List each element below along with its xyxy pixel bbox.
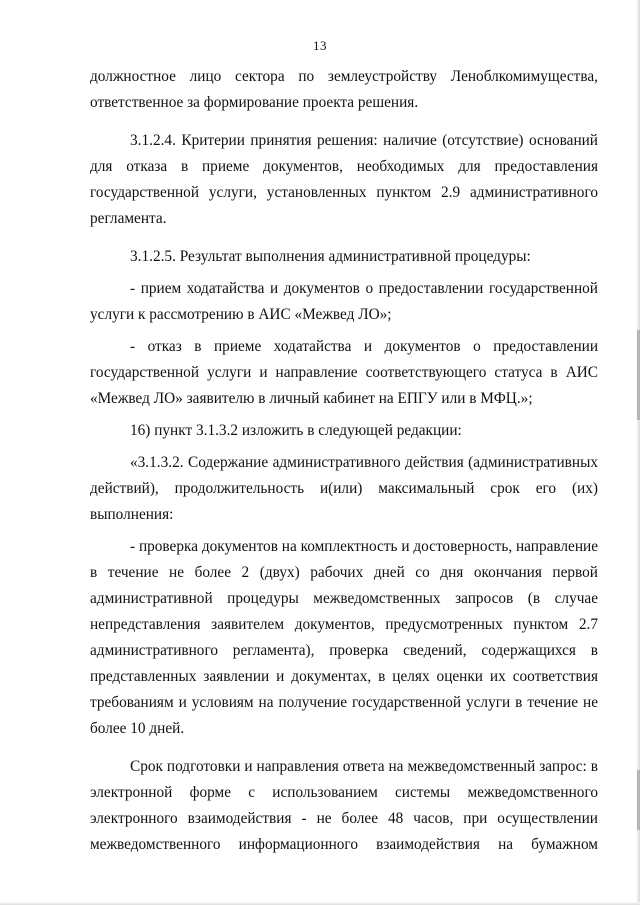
text-line: электронного взаимодействия - не более 48 часов, при осуществлении: [90, 810, 598, 827]
text-line: непредставления заявителем документов, предусмотренных пунктом 2.7: [90, 616, 598, 633]
paragraph-item-16: [90, 418, 598, 444]
paragraph-3-1-3-2: [90, 450, 598, 528]
paragraph-response-deadline: [90, 754, 598, 858]
paragraph-official: [90, 64, 598, 116]
text-line: выполнения:: [90, 506, 174, 523]
text-line: Срок подготовки и направления ответа на межведомственный запрос: в: [130, 758, 598, 775]
paragraph-3-1-2-5: [90, 244, 598, 270]
text-line: услуги к рассмотрению в АИС «Межвед ЛО»;: [90, 306, 392, 323]
text-line: действий), продолжительность и(или) максимальный срок его (их): [90, 480, 598, 497]
paragraph-document-check: [90, 534, 598, 742]
document-body: [90, 64, 598, 858]
page-number: 13: [313, 38, 327, 53]
text-line: требованиям и условиям на получение государственной услуги в течение не: [90, 694, 598, 711]
text-line: межведомственного информационного взаимодействия на бумажном: [90, 836, 598, 853]
text-line: государственной услуги и направление соответствующего статуса в АИС: [90, 364, 598, 381]
text-line: в течение не более 2 (двух) рабочих дней со дня окончания первой: [90, 564, 598, 581]
text-line: для отказа в приеме документов, необходимых для предоставления: [90, 158, 598, 175]
text-line: «Межвед ЛО» заявителю в личный кабинет на ЕПГУ или в МФЦ.»;: [90, 390, 533, 407]
text-line: административной процедуры межведомственных запросов (в случае: [90, 590, 598, 607]
text-line: более 10 дней.: [90, 720, 185, 737]
text-line: должностное лицо сектора по землеустройству Леноблкомимущества,: [90, 68, 598, 85]
paragraph-3-1-2-4: [90, 128, 598, 232]
text-line: государственной услуги, установленных пунктом 2.9 административного: [90, 184, 598, 201]
text-line: электронной форме с использованием системы межведомственного: [90, 784, 598, 801]
text-line: «3.1.3.2. Содержание административного действия (административных: [130, 454, 598, 471]
paragraph-result-refuse: [90, 334, 598, 412]
text-line: - отказ в приеме ходатайства и документов о предоставлении: [130, 338, 598, 355]
text-line: ответственное за формирование проекта решения.: [90, 94, 419, 111]
text-line: административного регламента), проверка сведений, содержащихся в: [90, 642, 598, 659]
text-line: регламента.: [90, 210, 167, 227]
paragraph-result-accept: [90, 276, 598, 328]
text-line: - проверка документов на комплектность и достоверность, направление: [130, 538, 598, 555]
text-line: - прием ходатайства и документов о предоставлении государственной: [130, 280, 598, 297]
text-line: представленных заявлении и документах, в целях оценки их соответствия: [90, 668, 598, 685]
text-line: 16) пункт 3.1.3.2 изложить в следующей редакции:: [130, 422, 462, 439]
text-line: 3.1.2.4. Критерии принятия решения: наличие (отсутствие) оснований: [130, 132, 598, 149]
text-line: 3.1.2.5. Результат выполнения административной процедуры:: [130, 248, 531, 265]
